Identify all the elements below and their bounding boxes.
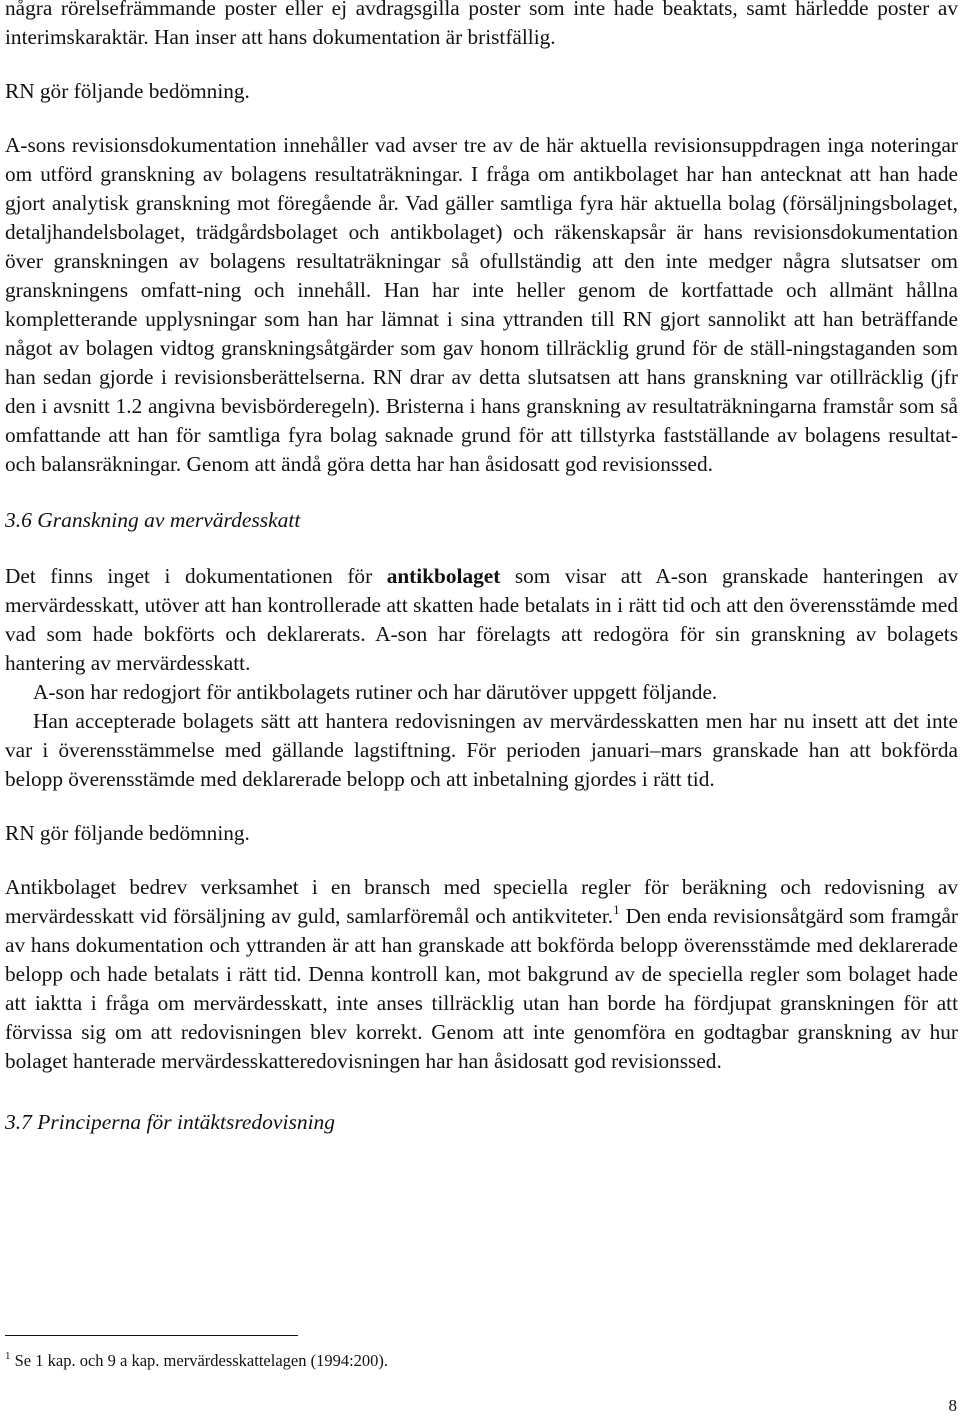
document-body	[5, 0, 958, 1137]
paragraph-assessment-vat-b: Den enda revisionsåtgärd som framgår av hans dokumentation och yttranden är att han granskade att bokförda belopp överensstämde med deklarerade belopp och hade betalats i rätt tid. Denna kontroll kan, mot bakgrund av de speciella regler som bolaget hade att iaktta i fråga om mervärdesskatt, inte anses tillräcklig utan han borde ha fördjupat granskningen för att förvissa sig om att redovisningen blev korrekt. Genom att inte genomföra en godtagbar granskning av hur bolaget hanterade mervärdesskatteredovisningen har han åsidosatt god revisionssed.	[5, 904, 959, 1073]
footnote-divider	[5, 1335, 298, 1336]
paragraph-vat-routines: A-son har redogjort för antikbolagets rutiner och har därutöver uppgett följande.	[33, 680, 718, 704]
footnote-number: 1	[5, 1350, 11, 1362]
paragraph-vat-text-a: Det finns inget i dokumentationen för	[5, 564, 387, 588]
paragraph-vat-text-b: som visar att A-son granskade hanteringen av mervärdesskatt, utöver att han kontrollerade att skatten hade betalats in i rätt tid och att den överensstämde med vad som hade bokförts och deklarerats. A-son har förelagts att redogöra för sin granskning av bolagets hantering av mervärdesskatt.	[5, 564, 958, 675]
paragraph-vat-statement: Han accepterade bolagets sätt att hantera redovisningen av mervärdesskatten men har nu insett att det inte var i överensstämmelse med gällande lagstiftning. För perioden januari–mars granskade han att bokförda belopp överensstämde med deklarerade belopp och att inbetalning gjordes i rätt tid.	[5, 709, 958, 791]
paragraph-assessment-heading-2: RN gör följande bedömning.	[5, 821, 250, 845]
paragraph-intro: några rörelsefrämmande poster eller ej avdragsgilla poster som inte hade beaktats, samt härledde poster av interimskaraktär. Han inser att hans dokumentation är bristfällig.	[5, 0, 958, 49]
paragraph-vat-documentation	[5, 562, 958, 678]
footnote-reference[interactable]: 1	[613, 902, 620, 917]
paragraph-assessment-vat	[5, 873, 958, 1076]
paragraph-assessment-vat-a: Antikbolaget bedrev verksamhet i en bransch med speciella regler för beräkning och redovisning av mervärdesskatt vid försäljning av guld, samlarföremål och antikviteter.	[5, 875, 958, 928]
footnote	[5, 1350, 388, 1372]
page-number: 8	[948, 1396, 957, 1415]
section-heading-3-6: 3.6 Granskning av mervärdesskatt	[5, 508, 301, 532]
section-heading-3-7: 3.7 Principerna för intäktsredovisning	[5, 1110, 336, 1134]
footnote-text: Se 1 kap. och 9 a kap. mervärdesskattelagen (1994:200).	[10, 1351, 389, 1370]
paragraph-vat-bold: antikbolaget	[386, 564, 501, 588]
paragraph-assessment-income: A-sons revisionsdokumentation innehåller vad avser tre av de här aktuella revisionsuppdragen inga noteringar om utförd granskning av bolagens resultaträkningar. I fråga om antikbolaget har han antecknat att han hade gjort analytisk granskning mot föregående år. Vad gäller samtliga fyra här aktuella bolag (försäljningsbolaget, detaljhandelsbolaget, trädgårdsbolaget och antikbolaget) och räkenskapsår är hans revisionsdokumentation över granskningen av bolagens resultaträkningar så ofullständig att den inte medger några slutsatser om granskningens omfatt-ning och innehåll. Han har inte heller genom de kortfattade och allmänt hållna kompletterande upplysningar som han har lämnat i sina yttranden till RN gjort sannolikt att han beträffande något av bolagen vidtog granskningsåtgärder som gav honom tillräcklig grund för de ställ-ningstaganden som han sedan gjorde i revisionsberättelserna. RN drar av detta slutsatsen att hans granskning var otillräcklig (jfr den i avsnitt 1.2 angivna bevisbörderegeln). Bristerna i hans granskning av resultaträkningarna framstår som så omfattande att han för samtliga fyra bolag saknade grund för att tillstyrka fastställande av bolagens resultat- och balansräkningar. Genom att ändå göra detta har han åsidosatt god revisionssed.	[5, 133, 958, 476]
paragraph-assessment-heading: RN gör följande bedömning.	[5, 79, 250, 103]
